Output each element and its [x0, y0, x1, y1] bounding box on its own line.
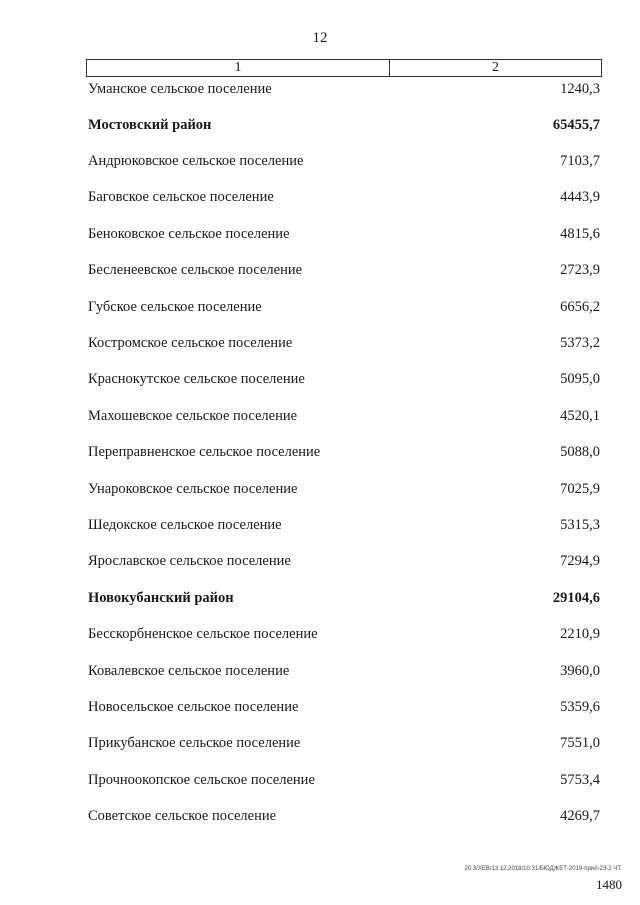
settlement-amount: 4520,1	[560, 407, 600, 424]
footer-reference: 20.3/XЕВ/13.12.2018/10:31/БЮДЖЕТ-2019-прил-23-2 ЧТ.	[464, 866, 622, 872]
settlement-name: Ковалевское сельское поселение	[88, 662, 290, 679]
district-name: Мостовский район	[88, 116, 212, 133]
settlement-name: Баговское сельское поселение	[88, 189, 274, 206]
settlement-amount: 1240,3	[560, 80, 600, 97]
table-header-column-2: 2	[492, 60, 499, 75]
settlement-amount: 2723,9	[560, 262, 600, 279]
settlement-row	[88, 435, 600, 471]
settlement-amount: 4269,7	[560, 808, 600, 825]
settlement-name: Краснокутское сельское поселение	[88, 371, 305, 388]
settlement-row	[88, 653, 600, 689]
district-row	[88, 580, 600, 616]
settlement-name: Уманское сельское поселение	[88, 80, 272, 97]
settlement-name: Советское сельское поселение	[88, 808, 277, 825]
settlement-amount: 5373,2	[560, 335, 600, 352]
settlement-amount: 7025,9	[560, 480, 600, 497]
settlement-row	[88, 180, 600, 216]
settlement-name: Губское сельское поселение	[88, 298, 262, 315]
settlement-name: Унароковское сельское поселение	[88, 480, 298, 497]
settlement-row	[88, 507, 600, 543]
settlement-row	[88, 325, 600, 361]
district-name: Новокубанский район	[88, 589, 234, 606]
settlement-name: Бесленеевское сельское поселение	[88, 262, 303, 279]
table-body	[88, 71, 600, 835]
table-header-column-1: 1	[87, 60, 390, 76]
settlement-amount: 5095,0	[560, 371, 600, 388]
settlement-name: Махошевское сельское поселение	[88, 407, 298, 424]
settlement-row	[88, 726, 600, 762]
settlement-name: Андрюковское сельское поселение	[88, 153, 304, 170]
page-number: 12	[312, 30, 328, 46]
settlement-row	[88, 362, 600, 398]
settlement-row	[88, 689, 600, 725]
settlement-row	[88, 616, 600, 652]
settlement-name: Беноковское сельское поселение	[88, 225, 290, 242]
settlement-amount: 7551,0	[560, 735, 600, 752]
district-total: 29104,6	[552, 589, 600, 606]
settlement-row	[88, 253, 600, 289]
settlement-row	[88, 216, 600, 252]
settlement-name: Костромское сельское поселение	[88, 335, 293, 352]
settlement-row	[88, 471, 600, 507]
settlement-amount: 5753,4	[560, 771, 600, 788]
settlement-row	[88, 398, 600, 434]
settlement-amount: 3960,0	[560, 662, 600, 679]
settlement-amount: 7103,7	[560, 153, 600, 170]
settlement-name: Прочноокопское сельское поселение	[88, 771, 315, 788]
settlement-name: Бесскорбненское сельское поселение	[88, 626, 318, 643]
settlement-name: Переправненское сельское поселение	[88, 444, 321, 461]
settlement-row	[88, 143, 600, 179]
settlement-amount: 5315,3	[560, 516, 600, 533]
settlement-row	[88, 762, 600, 798]
settlement-name: Шедокское сельское поселение	[88, 516, 282, 533]
footer-sheet-number: 1480	[596, 877, 622, 892]
settlement-row	[88, 798, 600, 834]
settlement-row	[88, 71, 600, 107]
district-row	[88, 107, 600, 143]
district-total: 65455,7	[552, 116, 600, 133]
settlement-amount: 4443,9	[560, 189, 600, 206]
settlement-amount: 2210,9	[560, 626, 600, 643]
settlement-amount: 7294,9	[560, 553, 600, 570]
settlement-amount: 5359,6	[560, 698, 600, 715]
settlement-amount: 5088,0	[560, 444, 600, 461]
settlement-name: Новосельское сельское поселение	[88, 698, 299, 715]
settlement-row	[88, 544, 600, 580]
settlement-name: Прикубанское сельское поселение	[88, 735, 301, 752]
settlement-amount: 6656,2	[560, 298, 600, 315]
settlement-row	[88, 289, 600, 325]
settlement-name: Ярославское сельское поселение	[88, 553, 291, 570]
settlement-amount: 4815,6	[560, 225, 600, 242]
